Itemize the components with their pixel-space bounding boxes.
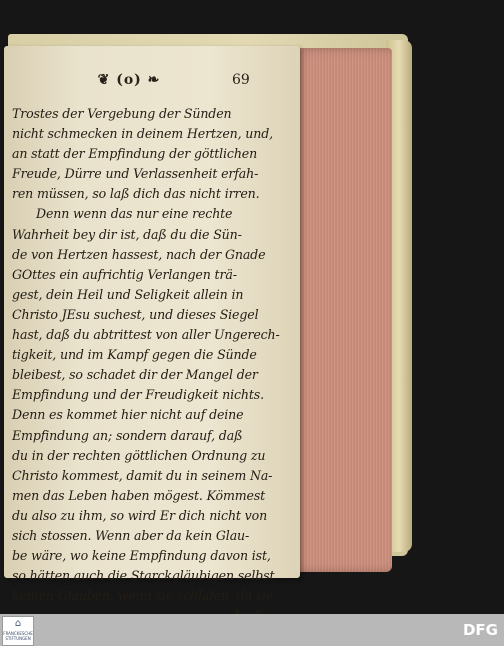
dfg-logo[interactable]: DFG (462, 621, 498, 639)
text-line: keinen Glauben, wenn sie schlafen, da sie (12, 588, 274, 604)
text-line: Trostes der Vergebung der Sünden (12, 106, 232, 121)
text-line: du also zu ihm, so wird Er dich nicht von (12, 507, 268, 523)
logo-text: FRANCKESCHE STIFTUNGEN (3, 631, 33, 641)
text-line: du in der rechten göttlichen Ordnung zu (12, 447, 266, 463)
text-line: gest, dein Heil und Seligkeit allein in (12, 286, 244, 302)
text-line: Christo kommest, damit du in seinem Na- (12, 467, 273, 483)
page-number: 69 (232, 72, 250, 88)
text-line: Empfindung und der Freudigkeit nichts. (12, 387, 264, 403)
text-line: GOttes ein aufrichtig Verlangen trä- (12, 266, 237, 282)
text-line: Denn wenn das nur eine rechte (36, 206, 233, 222)
text-line: nicht schmecken in deinem Hertzen, und, (12, 126, 273, 142)
text-line: men das Leben haben mögest. Kömmest (12, 487, 266, 503)
text-line: ren müssen, so laß dich das nicht irren. (12, 186, 260, 202)
text-line: Wahrheit bey dir ist, daß du die Sün- (12, 226, 242, 242)
text-line: an statt der Empfindung der göttlichen (12, 146, 258, 162)
text-line: Christo JEsu suchest, und dieses Siegel (12, 306, 259, 322)
building-icon: ⌂ (14, 618, 22, 629)
text-line: sich stossen. Wenn aber da kein Glau- (12, 527, 250, 543)
text-line: Denn es kommet hier nicht auf deine (12, 407, 244, 423)
footer-bar (0, 614, 504, 646)
text-line: Empfindung an; sondern darauf, daß (12, 427, 243, 443)
text-line: tigkeit, und im Kampf gegen die Sünde (12, 347, 257, 363)
text-line: de von Hertzen hassest, nach der Gnade (12, 246, 266, 262)
page-text (12, 104, 280, 626)
text-line: hast, daß du abtrittest von aller Ungerech- (12, 327, 280, 343)
text-line: be wäre, wo keine Empfindung davon ist, (12, 548, 271, 564)
franckesche-stiftungen-logo[interactable] (2, 616, 34, 646)
text-line: Freude, Dürre und Verlassenheit erfah- (12, 166, 259, 182)
book-page (4, 46, 300, 604)
page-header (4, 72, 300, 90)
header-ornament: ❦ (o) ❧ (97, 72, 161, 88)
page-edges (292, 48, 392, 572)
text-line: bleibest, so schadet dir der Mangel der (12, 367, 258, 383)
text-line: so hätten auch die Starckgläubigen selbst (12, 568, 275, 584)
